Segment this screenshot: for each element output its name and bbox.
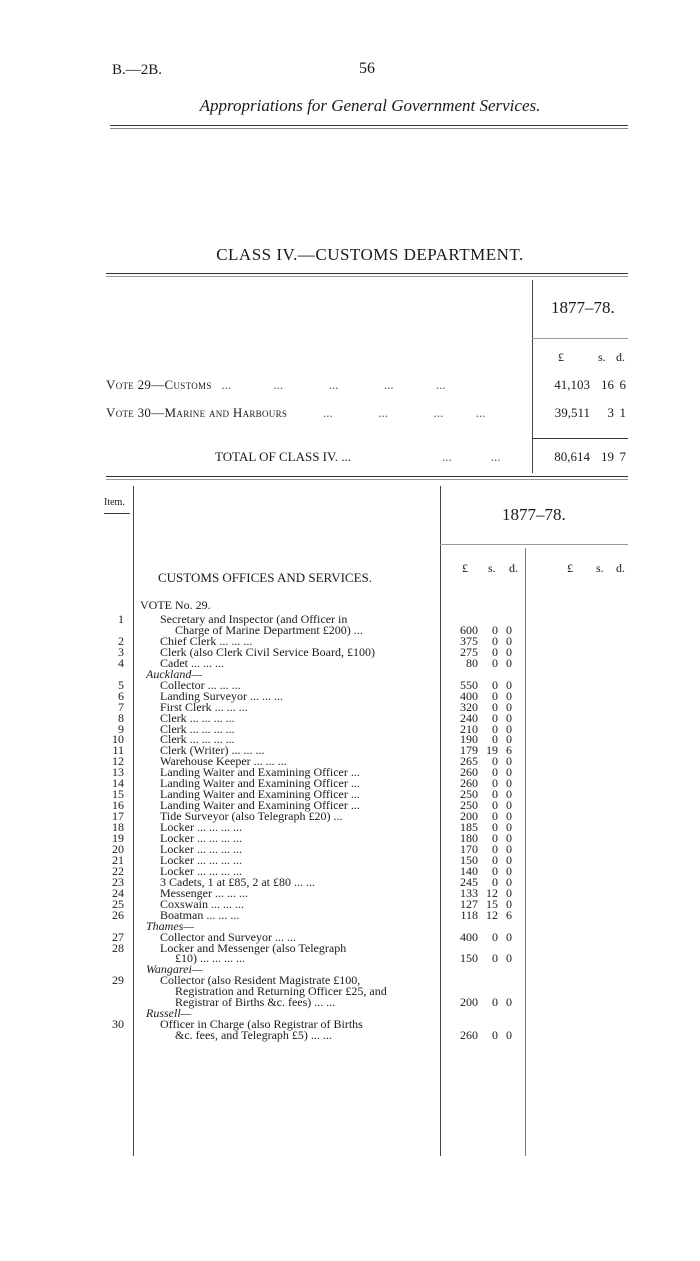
pence-value: 0 [506, 951, 512, 966]
item-description: Landing Waiter and Examining Officer ... [160, 776, 360, 791]
item-description: Landing Waiter and Examining Officer ... [160, 787, 360, 802]
item-description: Registrar of Births &c. fees) ... ... [175, 995, 336, 1010]
pence-value: 0 [506, 732, 512, 747]
shillings-value: 19 [486, 743, 498, 758]
item-column-header: Item. [104, 497, 125, 508]
location-heading: Russell— [146, 1006, 192, 1021]
item-description: First Clerk ... ... ... [160, 699, 248, 714]
summary-pound-label: £ [558, 350, 564, 364]
item-number: 23 [112, 874, 124, 889]
pence-value: 0 [506, 699, 512, 714]
item-number: 14 [112, 776, 124, 791]
item-description: Clerk (also Clerk Civil Service Board, £100) [160, 644, 375, 659]
pence-value: 6 [619, 377, 626, 392]
shillings-value: 0 [492, 841, 498, 856]
detail-total-shilling-label: s. [596, 561, 604, 575]
summary-top-rule-thin [106, 276, 628, 277]
description-column-divider [440, 486, 441, 1156]
item-number: 12 [112, 754, 124, 769]
leader-dots: ... ... ... ... [290, 405, 486, 420]
item-number: 25 [112, 896, 124, 911]
pounds-value: 80 [466, 655, 478, 670]
shillings-value: 0 [492, 776, 498, 791]
pounds-value: 250 [460, 787, 478, 802]
pounds-value: 320 [460, 699, 478, 714]
pence-value: 0 [506, 863, 512, 878]
pounds-value: 140 [460, 863, 478, 878]
item-description: Collector ... ... ... [160, 677, 241, 692]
class-title: CLASS IV.—CUSTOMS DEPARTMENT. [216, 245, 524, 264]
item-description: Officer in Charge (also Registrar of Births [160, 1017, 363, 1032]
item-description: Clerk ... ... ... ... [160, 710, 235, 725]
shillings-value: 15 [486, 896, 498, 911]
item-number: 7 [118, 699, 124, 714]
pence-value: 7 [619, 449, 626, 464]
shillings-value: 16 [601, 377, 614, 392]
item-description: £10) ... ... ... ... [175, 951, 245, 966]
pence-value: 0 [506, 765, 512, 780]
page-title: Appropriations for General Government Services. [199, 96, 541, 115]
shillings-value: 0 [492, 874, 498, 889]
detail-year: 1877–78. [502, 505, 566, 524]
shillings-value: 0 [492, 622, 498, 637]
item-description: Messenger ... ... ... [160, 885, 248, 900]
pence-value: 0 [506, 677, 512, 692]
item-description: Landing Surveyor ... ... ... [160, 688, 283, 703]
location-heading: Thames— [146, 918, 195, 933]
item-description: 3 Cadets, 1 at £85, 2 at £80 ... ... [160, 874, 315, 889]
item-number: 27 [112, 929, 124, 944]
pounds-value: 180 [460, 831, 478, 845]
item-number: 19 [112, 831, 124, 845]
pounds-value: 39,511 [554, 405, 590, 420]
pence-value: 0 [506, 841, 512, 856]
pounds-value: 127 [460, 896, 478, 911]
shillings-value: 0 [492, 688, 498, 703]
summary-bottom-rule-thin [106, 479, 628, 480]
summary-year: 1877–78. [551, 298, 615, 317]
pence-value: 0 [506, 1028, 512, 1043]
pounds-value: 200 [460, 809, 478, 824]
detail-total-pence-label: d. [616, 561, 625, 575]
pence-value: 0 [506, 644, 512, 659]
pence-value: 0 [506, 721, 512, 736]
shillings-value: 0 [492, 699, 498, 714]
item-description: Locker ... ... ... ... [160, 820, 242, 835]
shillings-value: 0 [492, 633, 498, 648]
item-description: Clerk ... ... ... ... [160, 732, 235, 747]
item-number: 9 [118, 721, 124, 736]
summary-row-vote-29 [106, 377, 526, 393]
item-description: Collector and Surveyor ... ... [160, 929, 296, 944]
item-number: 5 [118, 677, 124, 692]
pounds-value: 400 [460, 688, 478, 703]
pence-value: 0 [506, 809, 512, 824]
summary-top-rule [106, 273, 628, 274]
pounds-value: 600 [460, 622, 478, 637]
shillings-value: 0 [492, 721, 498, 736]
shillings-value: 19 [601, 449, 614, 464]
shillings-value: 0 [492, 787, 498, 802]
item-number: 16 [112, 798, 124, 813]
detail-pence-label: d. [509, 561, 518, 575]
summary-bottom-rule [106, 476, 628, 477]
item-description: Collector (also Resident Magistrate £100, [160, 973, 361, 988]
detail-year-rule [440, 544, 628, 545]
location-heading: Auckland— [146, 666, 202, 681]
item-description: Locker and Messenger (also Telegraph [160, 940, 347, 955]
item-description: Tide Surveyor (also Telegraph £20) ... [160, 809, 343, 824]
item-number: 29 [112, 973, 124, 988]
shillings-value: 0 [492, 754, 498, 769]
pence-value: 0 [506, 776, 512, 791]
shillings-value: 0 [492, 951, 498, 966]
pounds-value: 179 [460, 743, 478, 758]
pounds-value: 133 [460, 885, 478, 900]
page-number: 56 [359, 60, 375, 77]
pence-value: 0 [506, 798, 512, 813]
shillings-value: 0 [492, 655, 498, 670]
vote-label: VOTE No. 29. [140, 598, 211, 612]
pence-value: 0 [506, 885, 512, 900]
section-title: CUSTOMS OFFICES AND SERVICES. [158, 570, 372, 585]
pounds-value: 118 [460, 907, 478, 922]
pounds-value: 80,614 [554, 449, 590, 464]
item-description: Boatman ... ... ... [160, 907, 240, 922]
pence-value: 6 [506, 743, 512, 758]
pounds-value: 260 [460, 1028, 478, 1043]
item-number: 2 [118, 633, 124, 648]
shillings-value: 12 [486, 907, 498, 922]
item-header-rule [104, 513, 130, 514]
pounds-value: 375 [460, 633, 478, 648]
pence-value: 0 [506, 896, 512, 911]
item-description: Registration and Returning Officer £25, and [175, 984, 387, 999]
shillings-value: 0 [492, 809, 498, 824]
shillings-value: 12 [486, 885, 498, 900]
pence-value: 0 [506, 852, 512, 867]
pence-value: 1 [619, 405, 626, 420]
pence-value: 6 [506, 907, 512, 922]
shillings-value: 0 [492, 798, 498, 813]
item-description: Locker ... ... ... ... [160, 863, 242, 878]
total-label: TOTAL OF CLASS IV. ... [215, 449, 351, 464]
item-number: 6 [118, 688, 124, 703]
item-description: Coxswain ... ... ... [160, 896, 244, 911]
item-description: Locker ... ... ... ... [160, 852, 242, 867]
detail-total-pound-label: £ [567, 561, 573, 575]
shillings-value: 0 [492, 1028, 498, 1043]
pounds-value: 240 [460, 710, 478, 725]
item-number: 24 [112, 885, 124, 900]
document-reference: B.—2B. [112, 62, 163, 78]
item-number: 4 [118, 655, 124, 670]
item-number: 20 [112, 841, 124, 856]
pounds-value: 550 [460, 677, 478, 692]
pounds-value: 210 [460, 721, 478, 736]
subtotal-column-divider [525, 548, 526, 1156]
item-description: Cadet ... ... ... [160, 655, 224, 670]
item-description: Clerk (Writer) ... ... ... [160, 743, 265, 758]
pounds-value: 190 [460, 732, 478, 747]
pence-value: 0 [506, 688, 512, 703]
pounds-value: 260 [460, 776, 478, 791]
item-number: 26 [112, 907, 124, 922]
item-number: 11 [112, 743, 124, 758]
pounds-value: 170 [460, 841, 478, 856]
item-number: 21 [112, 852, 124, 867]
shillings-value: 0 [492, 831, 498, 845]
header-rule [110, 125, 628, 126]
shillings-value: 0 [492, 710, 498, 725]
leader-dots: ... ... [442, 449, 501, 464]
total-rule [532, 438, 628, 439]
shillings-value: 0 [492, 644, 498, 659]
shillings-value: 0 [492, 852, 498, 867]
pounds-value: 250 [460, 798, 478, 813]
pounds-value: 265 [460, 754, 478, 769]
item-number: 8 [118, 710, 124, 725]
detail-shilling-label: s. [488, 561, 496, 575]
item-description: Chief Clerk ... ... ... [160, 633, 253, 648]
item-description: Locker ... ... ... ... [160, 831, 242, 845]
shillings-value: 0 [492, 863, 498, 878]
pounds-value: 185 [460, 820, 478, 835]
item-description: Warehouse Keeper ... ... ... [160, 754, 287, 769]
item-number: 3 [118, 644, 124, 659]
shillings-value: 0 [492, 765, 498, 780]
item-number: 17 [112, 809, 124, 824]
pounds-value: 400 [460, 929, 478, 944]
pence-value: 0 [506, 633, 512, 648]
item-column-divider [133, 486, 134, 1156]
shillings-value: 0 [492, 995, 498, 1010]
summary-pence-label: d. [616, 350, 625, 364]
leader-dots: ... ... ... ... ... [214, 377, 446, 392]
pence-value: 0 [506, 831, 512, 845]
header-rule-thin [110, 128, 628, 129]
pence-value: 0 [506, 874, 512, 889]
pence-value: 0 [506, 622, 512, 637]
item-description: Charge of Marine Department £200) ... [175, 622, 363, 637]
item-number: 15 [112, 787, 124, 802]
summary-column-divider [532, 280, 533, 473]
pounds-value: 150 [460, 852, 478, 867]
summary-shilling-label: s. [598, 350, 606, 364]
summary-row-vote-30 [106, 405, 526, 421]
pounds-value: 245 [460, 874, 478, 889]
shillings-value: 0 [492, 732, 498, 747]
pence-value: 0 [506, 655, 512, 670]
pence-value: 0 [506, 754, 512, 769]
item-number: 10 [112, 732, 124, 747]
pounds-value: 41,103 [554, 377, 590, 392]
item-number: 30 [112, 1017, 124, 1032]
pence-value: 0 [506, 710, 512, 725]
pence-value: 0 [506, 995, 512, 1010]
item-number: 22 [112, 863, 124, 878]
item-description: Clerk ... ... ... ... [160, 721, 235, 736]
item-description: Locker ... ... ... ... [160, 841, 242, 856]
item-number: 18 [112, 820, 124, 835]
pounds-value: 275 [460, 644, 478, 659]
shillings-value: 0 [492, 677, 498, 692]
pounds-value: 200 [460, 995, 478, 1010]
item-description: Secretary and Inspector (and Officer in [160, 612, 348, 626]
pounds-value: 260 [460, 765, 478, 780]
summary-year-rule [532, 338, 628, 339]
detail-pound-label: £ [462, 561, 468, 575]
item-description: Landing Waiter and Examining Officer ... [160, 798, 360, 813]
shillings-value: 0 [492, 820, 498, 835]
shillings-value: 0 [492, 929, 498, 944]
pence-value: 0 [506, 929, 512, 944]
summary-vote-label: Vote 29—Customs [106, 377, 212, 392]
summary-vote-label: Vote 30—Marine and Harbours [106, 405, 288, 420]
item-number: 1 [118, 612, 124, 626]
pence-value: 0 [506, 787, 512, 802]
shillings-value: 3 [607, 405, 614, 420]
pounds-value: 150 [460, 951, 478, 966]
item-description: &c. fees, and Telegraph £5) ... ... [175, 1028, 332, 1043]
location-heading: Wangarei— [146, 962, 203, 977]
item-number: 28 [112, 940, 124, 955]
item-description: Landing Waiter and Examining Officer ... [160, 765, 360, 780]
item-number: 13 [112, 765, 124, 780]
pence-value: 0 [506, 820, 512, 835]
